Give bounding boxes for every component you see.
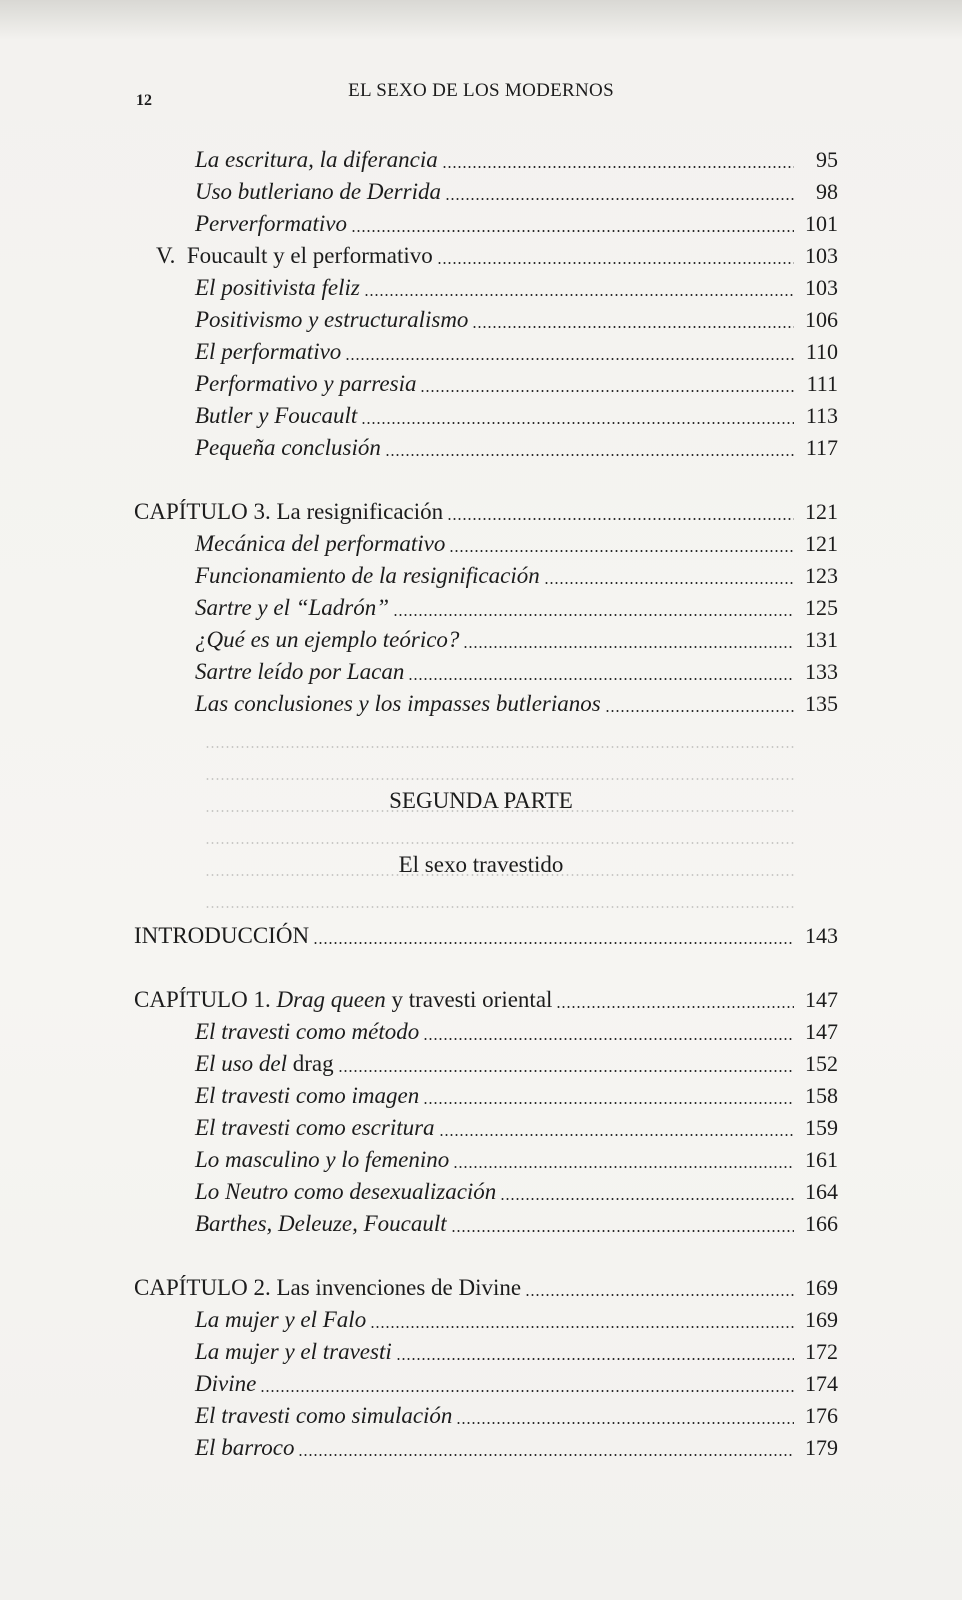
toc-section xyxy=(156,238,838,270)
toc-entry-page: 147 xyxy=(805,987,838,1012)
toc-entry-page: 110 xyxy=(805,339,838,364)
toc-entry xyxy=(195,526,838,558)
leader-dots xyxy=(453,1166,794,1168)
toc-entry-title: El uso del drag xyxy=(195,1051,334,1076)
toc-entry-title: Perverformativo xyxy=(195,211,348,236)
toc-entry xyxy=(195,622,838,654)
leader-dots xyxy=(605,710,794,712)
toc-entry-page: 103 xyxy=(805,243,838,268)
toc-chapter-title: CAPÍTULO 3. La resignificación xyxy=(134,499,444,524)
toc-entry-title: Positivismo y estructuralismo xyxy=(195,307,469,332)
toc-entry xyxy=(195,302,838,334)
toc-entry-page: 117 xyxy=(805,435,838,460)
running-head: EL SEXO DE LOS MODERNOS xyxy=(348,80,614,101)
leader-dots xyxy=(449,550,794,552)
leader-dots xyxy=(439,1134,794,1136)
toc-entry xyxy=(195,1078,838,1110)
toc-entry-page: 95 xyxy=(816,147,838,172)
show-through-dots xyxy=(205,906,795,908)
leader-dots xyxy=(370,1326,794,1328)
show-through-dots xyxy=(205,778,795,780)
toc-entry-page: 172 xyxy=(805,1339,838,1364)
toc-entry-page: 123 xyxy=(805,563,838,588)
part-label: SEGUNDA PARTE xyxy=(389,788,573,813)
toc-entry-page: 113 xyxy=(805,403,838,428)
toc-entry-title: Divine xyxy=(195,1371,257,1396)
toc-entry-title: Lo masculino y lo femenino xyxy=(195,1147,450,1172)
toc-entry-page: 98 xyxy=(816,179,838,204)
toc-entry-page: 121 xyxy=(805,499,838,524)
toc-entry-page: 174 xyxy=(805,1371,838,1396)
toc-entry-page: 164 xyxy=(805,1179,838,1204)
leader-dots xyxy=(423,1102,794,1104)
show-through-dots xyxy=(205,842,795,844)
toc-entry-title: Lo Neutro como desexualización xyxy=(195,1179,497,1204)
leader-dots xyxy=(445,198,794,200)
toc-entry-page: 131 xyxy=(805,627,838,652)
toc-entry-title: El performativo xyxy=(195,339,342,364)
toc-entry xyxy=(195,1366,838,1398)
toc-entry xyxy=(195,270,838,302)
toc-entry-page: 103 xyxy=(805,275,838,300)
toc-chapter xyxy=(134,982,838,1014)
toc-chapter xyxy=(134,494,838,526)
toc-entry xyxy=(195,1142,838,1174)
toc-entry-page: 179 xyxy=(805,1435,838,1460)
toc-entry-title: Barthes, Deleuze, Foucault xyxy=(195,1211,447,1236)
toc-entry xyxy=(195,174,838,206)
toc-entry xyxy=(195,398,838,430)
toc-entry-title: Pequeña conclusión xyxy=(195,435,381,460)
leader-dots xyxy=(472,326,794,328)
toc-entry-title: La escritura, la diferancia xyxy=(195,147,438,172)
toc-chapter xyxy=(134,918,838,950)
toc-entry xyxy=(195,1046,838,1078)
leader-dots xyxy=(260,1390,794,1392)
leader-dots xyxy=(351,230,794,232)
page-header xyxy=(0,78,962,110)
leader-dots xyxy=(393,614,794,616)
toc-chapter-title: INTRODUCCIÓN xyxy=(134,923,310,948)
toc-entry-title: Mecánica del performativo xyxy=(195,531,446,556)
toc-entry-title: Sartre leído por Lacan xyxy=(195,659,405,684)
leader-dots xyxy=(447,518,794,520)
toc-entry-page: 106 xyxy=(805,307,838,332)
toc-entry xyxy=(195,558,838,590)
toc-entry xyxy=(195,366,838,398)
toc-entry-title: El positivista feliz xyxy=(195,275,360,300)
toc-entry-page: 158 xyxy=(805,1083,838,1108)
toc-entry xyxy=(195,206,838,238)
toc-entry-title: El travesti como imagen xyxy=(195,1083,420,1108)
toc-entry-page: 111 xyxy=(806,371,838,396)
toc-entry-title: La mujer y el Falo xyxy=(195,1307,367,1332)
toc-chapter-title: CAPÍTULO 2. Las invenciones de Divine xyxy=(134,1275,522,1300)
toc-entry-title: Uso butleriano de Derrida xyxy=(195,179,441,204)
toc-entry-title: El travesti como escritura xyxy=(195,1115,435,1140)
leader-dots xyxy=(451,1230,794,1232)
toc-chapter-title: CAPÍTULO 1. Drag queen y travesti oriental xyxy=(134,987,553,1012)
toc-entry xyxy=(195,1334,838,1366)
toc-chapter xyxy=(134,1270,838,1302)
leader-dots xyxy=(500,1198,794,1200)
toc-entry xyxy=(195,142,838,174)
toc-entry xyxy=(195,1174,838,1206)
toc-entry-title: Funcionamiento de la resignificación xyxy=(195,563,540,588)
toc-entry-title: Performativo y parresia xyxy=(195,371,417,396)
toc-entry-page: 161 xyxy=(805,1147,838,1172)
toc-entry-page: 143 xyxy=(805,923,838,948)
leader-dots xyxy=(364,294,794,296)
toc-entry-page: 101 xyxy=(805,211,838,236)
toc-entry-page: 121 xyxy=(805,531,838,556)
toc-entry-page: 159 xyxy=(805,1115,838,1140)
leader-dots xyxy=(385,454,794,456)
toc-entry-title: Butler y Foucault xyxy=(195,403,358,428)
toc-entry-page: 147 xyxy=(805,1019,838,1044)
leader-dots xyxy=(361,422,794,424)
leader-dots xyxy=(338,1070,794,1072)
toc-entry-title: El travesti como método xyxy=(195,1019,420,1044)
page-number: 12 xyxy=(136,92,152,109)
toc-entry-page: 133 xyxy=(805,659,838,684)
toc-entry-page: 152 xyxy=(805,1051,838,1076)
toc-entry xyxy=(195,1398,838,1430)
leader-dots xyxy=(456,1422,794,1424)
toc-entry-title: El travesti como simulación xyxy=(195,1403,453,1428)
toc-section-title: V. Foucault y el performativo xyxy=(156,243,433,268)
toc-entry xyxy=(195,1110,838,1142)
leader-dots xyxy=(423,1038,794,1040)
toc-entry-page: 166 xyxy=(805,1211,838,1236)
toc-entry xyxy=(195,654,838,686)
toc-entry xyxy=(195,590,838,622)
toc-entry-title: Sartre y el “Ladrón” xyxy=(195,595,390,620)
toc-entry xyxy=(195,1430,838,1462)
toc-entry-page: 135 xyxy=(805,691,838,716)
toc-entry xyxy=(195,430,838,462)
toc-entry-title: La mujer y el travesti xyxy=(195,1339,392,1364)
leader-dots xyxy=(298,1454,794,1456)
leader-dots xyxy=(408,678,794,680)
leader-dots xyxy=(420,390,794,392)
part-title: El sexo travestido xyxy=(398,852,564,877)
toc-entry xyxy=(195,1206,838,1238)
leader-dots xyxy=(544,582,794,584)
toc-entry xyxy=(195,1302,838,1334)
show-through-dots xyxy=(205,746,795,748)
leader-dots xyxy=(396,1358,794,1360)
toc-entry-title: El barroco xyxy=(195,1435,295,1460)
leader-dots xyxy=(345,358,794,360)
leader-dots xyxy=(442,166,794,168)
toc-entry xyxy=(195,334,838,366)
toc-entry-page: 176 xyxy=(805,1403,838,1428)
toc-entry xyxy=(195,1014,838,1046)
leader-dots xyxy=(437,262,794,264)
leader-dots xyxy=(463,646,794,648)
leader-dots xyxy=(313,942,794,944)
toc-entry-title: Las conclusiones y los impasses butlerianos xyxy=(195,691,601,716)
toc-entry-page: 169 xyxy=(805,1307,838,1332)
leader-dots xyxy=(556,1006,794,1008)
toc-entry-title: ¿Qué es un ejemplo teórico? xyxy=(195,627,460,652)
leader-dots xyxy=(525,1294,794,1296)
toc-entry-page: 125 xyxy=(805,595,838,620)
toc-entry xyxy=(195,686,838,718)
toc-entry-page: 169 xyxy=(805,1275,838,1300)
